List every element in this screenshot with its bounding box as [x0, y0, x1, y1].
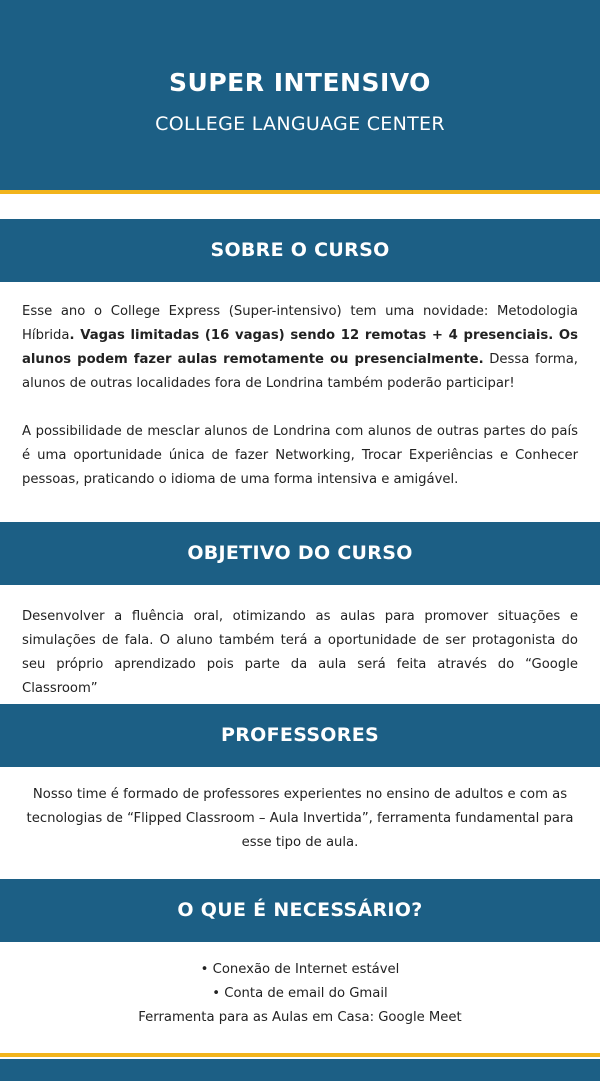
sobre-paragraph-1: [22, 300, 578, 396]
list-item: Ferramenta para as Aulas em Casa: Google Meet: [138, 1010, 462, 1025]
section-heading-objetivo: OBJETIVO DO CURSO: [0, 522, 600, 585]
sobre-text-outro: Dessa forma, alunos de outras localidades fora de Londrina também poderão participar!: [22, 352, 578, 391]
list-item: • Conexão de Internet estável: [200, 962, 400, 977]
page-subtitle: COLLEGE LANGUAGE CENTER: [155, 113, 445, 135]
professores-paragraph: Nosso time é formado de professores experientes no ensino de adultos e com as tecnologias de “Flipped Classroom – Aula Invertida”, ferramenta fundamental para esse tipo de aula.: [26, 787, 574, 850]
sobre-text-highlight: . Vagas limitadas (16 vagas) sendo 12 remotas + 4 presenciais. Os alunos podem fazer aulas remotamente ou presencialmente.: [22, 328, 578, 367]
sobre-paragraph-2: A possibilidade de mesclar alunos de Londrina com alunos de outras partes do país é uma oportunidade única de fazer Networking, Trocar Experiências e Conhecer pessoas, praticando o idioma de uma forma intensiva e amigável.: [22, 424, 578, 487]
section-heading-professores: PROFESSORES: [0, 704, 600, 767]
sobre-text-intro: Esse ano o College Express (Super-intensivo) tem uma novidade: Metodologia Híbrida: [22, 304, 578, 343]
accent-rule-top: [0, 190, 600, 194]
section-heading-sobre: SOBRE O CURSO: [0, 219, 600, 282]
page-title: SUPER INTENSIVO: [169, 68, 431, 97]
list-item: • Conta de email do Gmail: [212, 986, 388, 1001]
accent-rule-bottom: [0, 1053, 600, 1057]
objetivo-paragraph: Desenvolver a fluência oral, otimizando as aulas para promover situações e simulações de fala. O aluno também terá a oportunidade de ser protagonista do seu próprio aprendizado pois parte da aula será feita através do “Google Classroom”: [22, 609, 578, 696]
requirements-list: [22, 958, 578, 1030]
footer-band: [0, 1059, 600, 1081]
section-heading-necessario: O QUE É NECESSÁRIO?: [0, 879, 600, 942]
hero-header: [0, 0, 600, 190]
